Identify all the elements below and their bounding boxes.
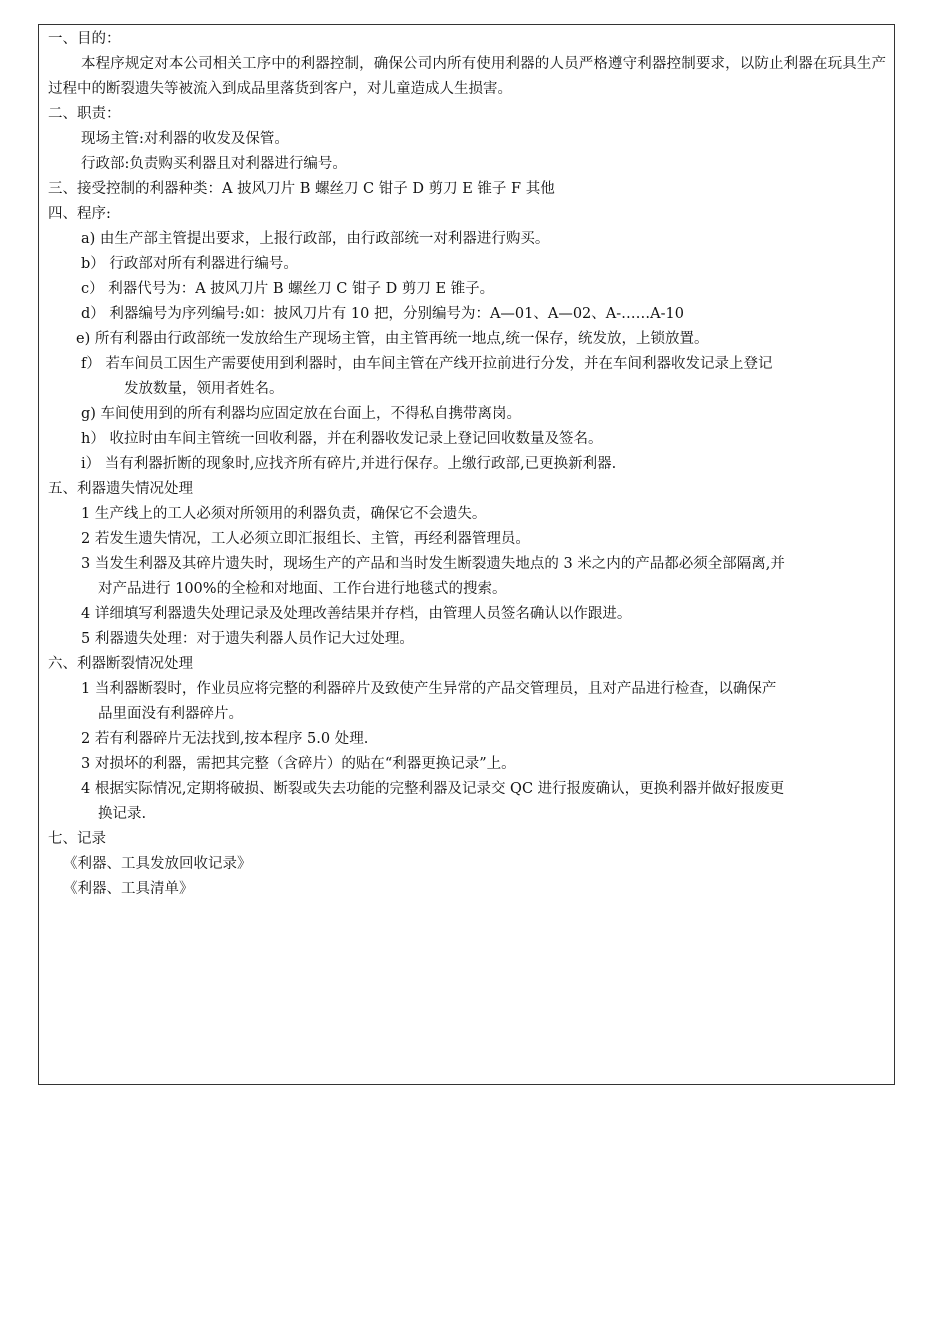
section-5-item-4: 4 详细填写利器遗失处理记录及处理改善结果并存档，由管理人员签名确认以作跟进。 — [81, 606, 632, 622]
section-6-heading: 六、利器断裂情况处理 — [48, 656, 193, 672]
section-4-item-h: h） 收拉时由车间主管统一回收利器，并在利器收发记录上登记回收数量及签名。 — [81, 431, 603, 447]
section-5-item-3-line-2: 对产品进行 100%的全检和对地面、工作台进行地毯式的搜索。 — [98, 581, 507, 597]
section-4-item-f-line-1: f） 若车间员工因生产需要使用到利器时，由车间主管在产线开拉前进行分发，并在车间利器收发记录上登记 — [81, 356, 773, 372]
document-body — [48, 27, 886, 902]
section-4-item-a: a) 由生产部主管提出要求，上报行政部，由行政部统一对利器进行购买。 — [81, 231, 550, 247]
section-5-item-2: 2 若发生遗失情况，工人必须立即汇报组长、主管，再经利器管理员。 — [81, 531, 530, 547]
section-6-item-4 — [48, 777, 886, 827]
section-6-item-2: 2 若有利器碎片无法找到,按本程序 5.0 处理. — [81, 731, 369, 747]
section-6-item-3: 3 对损坏的利器，需把其完整（含碎片）的贴在“利器更换记录”上。 — [81, 756, 516, 772]
section-4-heading: 四、程序: — [48, 206, 111, 222]
record-item-1: 《利器、工具发放回收记录》 — [63, 856, 252, 872]
section-5-item-5: 5 利器遗失处理：对于遗失利器人员作记大过处理。 — [81, 631, 414, 647]
section-4-item-f-line-2: 发放数量，领用者姓名。 — [124, 381, 284, 397]
section-1-heading: 一、目的： — [48, 31, 121, 47]
section-5-heading: 五、利器遗失情况处理 — [48, 481, 193, 497]
section-6-item-4-line-2: 换记录. — [98, 806, 147, 822]
section-2-heading: 二、职责： — [48, 106, 121, 122]
section-3-heading: 三、接受控制的利器种类：A 披风刀片 B 螺丝刀 C 钳子 D 剪刀 E 锥子 F 其他 — [48, 181, 555, 197]
section-7-heading: 七、记录 — [48, 831, 106, 847]
section-2-line-1: 现场主管:对利器的收发及保管。 — [81, 131, 289, 147]
section-4-item-b: b） 行政部对所有利器进行编号。 — [81, 256, 298, 272]
section-5-item-1: 1 生产线上的工人必须对所领用的利器负责，确保它不会遗失。 — [81, 506, 487, 522]
section-4-item-e: e) 所有利器由行政部统一发放给生产现场主管，由主管再统一地点,统一保存，统发放，上锁放置。 — [76, 331, 709, 347]
section-5-item-3-line-1: 3 当发生利器及其碎片遗失时，现场生产的产品和当时发生断裂遗失地点的 3 米之内的产品都必须全部隔离,并 — [81, 556, 785, 572]
section-6-item-4-line-1: 4 根据实际情况,定期将破损、断裂或失去功能的完整利器及记录交 QC 进行报废确认，更换利器并做好报废更 — [81, 781, 785, 797]
section-6-item-1-line-1: 1 当利器断裂时，作业员应将完整的利器碎片及致使产生异常的产品交管理员，且对产品进行检查，以确保产 — [81, 681, 777, 697]
section-1-body: 本程序规定对本公司相关工序中的利器控制，确保公司内所有使用利器的人员严格遵守利器控制要求，以防止利器在玩具生产过程中的断裂遗失等被流入到成品里落货到客户，对儿童造成人生损害。 — [48, 56, 886, 97]
section-4-item-g: g) 车间使用到的所有利器均应固定放在台面上，不得私自携带离岗。 — [81, 406, 522, 422]
section-6-item-1 — [48, 677, 886, 727]
section-4-item-d: d） 利器编号为序列编号:如：披风刀片有 10 把，分别编号为：A—01、A—02、A-……A-10 — [81, 306, 684, 322]
record-item-2: 《利器、工具清单》 — [63, 881, 194, 897]
section-4-item-c: c） 利器代号为：A 披风刀片 B 螺丝刀 C 钳子 D 剪刀 E 锥子。 — [81, 281, 495, 297]
section-2-line-2: 行政部:负责购买利器且对利器进行编号。 — [81, 156, 347, 172]
section-4-item-i: i） 当有利器折断的现象时,应找齐所有碎片,并进行保存。上缴行政部,已更换新利器. — [81, 456, 617, 472]
document-frame — [38, 24, 895, 1085]
section-6-item-1-line-2: 品里面没有利器碎片。 — [98, 706, 243, 722]
section-4-item-f — [48, 352, 886, 402]
section-5-item-3 — [48, 552, 886, 602]
